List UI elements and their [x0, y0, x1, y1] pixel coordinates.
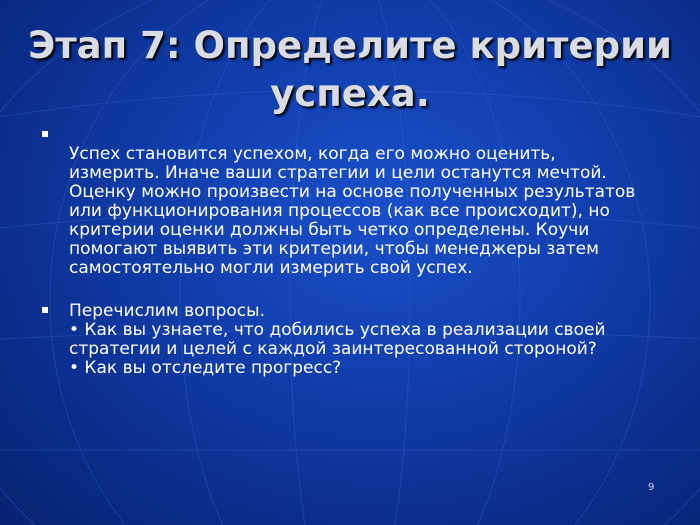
bullet-text-line: критерии оценки должны быть четко определены. Коучи [69, 220, 590, 240]
bullet-text-line: помогают выявить эти критерии, чтобы менеджеры затем [69, 239, 599, 259]
bullet-text-line: Перечислим вопросы. [69, 301, 265, 321]
bullet-text-line: • Как вы отследите прогресс? [69, 358, 342, 378]
square-bullet-icon [42, 307, 48, 313]
bullet-text-line: или функционирования процессов (как все происходит), но [69, 201, 610, 221]
bullet-list [40, 126, 660, 402]
slide-title-line: Этап 7: Определите критерии [28, 24, 672, 67]
page-number: 9 [648, 482, 655, 493]
bullet-text-line: Успех становится успехом, когда его можно оценить, [69, 144, 556, 164]
bullet-text-line [69, 126, 660, 145]
bullet-text-line: • Как вы узнаете, что добились успеха в реализации своей [69, 320, 606, 340]
square-bullet-icon [42, 131, 48, 137]
bullet-text-line: стратегии и целей с каждой заинтересованной стороной? [69, 339, 597, 359]
bullet-item [40, 126, 660, 278]
bullet-text-line: измерить. Иначе ваши стратегии и цели останутся мечтой. [69, 163, 607, 183]
slide-title-line: успеха. [270, 72, 430, 115]
bullet-text-line: Оценку можно произвести на основе полученных результатов [69, 182, 636, 202]
slide-title [20, 22, 680, 118]
bullet-text-line: самостоятельно могли измерить свой успех. [69, 258, 473, 278]
bullet-item [40, 302, 660, 378]
